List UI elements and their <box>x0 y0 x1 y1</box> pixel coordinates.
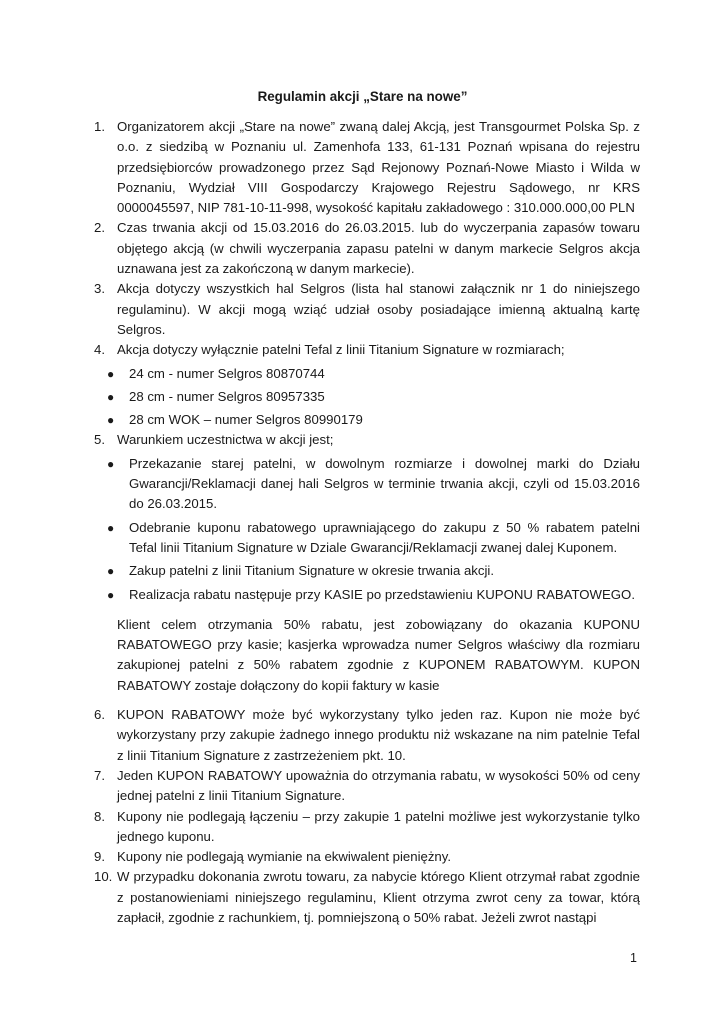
bullet-text: Przekazanie starej patelni, w dowolnym rozmiarze i dowolnej marki do Działu Gwarancji/Reklamacji danej hali Selgros w terminie trwania akcji, czyli od 15.03.2016 do 26.03.2015. <box>129 455 640 512</box>
item-number: 9. <box>94 849 105 865</box>
bullet-list-conditions <box>94 454 640 605</box>
bullet-text: 24 cm - numer Selgros 80870744 <box>129 365 325 381</box>
item-number: 8. <box>94 808 105 824</box>
item-text: Kupony nie podlegają wymianie na ekwiwalent pieniężny. <box>117 849 452 865</box>
list-item-8 <box>94 807 640 848</box>
list-item-5 <box>94 430 640 450</box>
bullet-text: 28 cm - numer Selgros 80957335 <box>129 388 325 404</box>
list-item-4 <box>94 340 640 360</box>
bullet-icon: ● <box>107 389 115 404</box>
bullet-item <box>94 454 640 515</box>
bullet-item <box>94 364 640 384</box>
item-number: 5. <box>94 432 105 448</box>
bullet-icon: ● <box>107 520 115 535</box>
list-item-9 <box>94 847 640 867</box>
item-number: 4. <box>94 342 105 358</box>
bullet-text: Zakup patelni z linii Titanium Signature w okresie trwania akcji. <box>129 563 495 579</box>
regulation-list <box>94 117 640 928</box>
item-text: Organizatorem akcji „Stare na nowe” zwaną dalej Akcją, jest Transgourmet Polska Sp. z o.o. z siedzibą w Poznaniu ul. Zamenhofa 133, 61-131 Poznań wpisana do rejestru przedsiębiorców prowadzonego przez Sąd Rejonowy Poznań-Nowe Miasto i Wilda w Poznaniu, Wydział VIII Gospodarczy Krajowego Rejestru Sądowego, nr KRS 0000045597, NIP 781-10-11-998, wysokość kapitału zakładowego : 310.000.000,00 PLN <box>117 119 640 216</box>
list-item-7 <box>94 766 640 807</box>
item-text: Akcja dotyczy wyłącznie patelni Tefal z linii Titanium Signature w rozmiarach; <box>117 342 565 358</box>
item-number: 3. <box>94 281 105 297</box>
bullet-item <box>94 561 640 581</box>
bullet-icon: ● <box>107 587 115 602</box>
bullet-icon: ● <box>107 456 115 471</box>
list-item-1 <box>94 117 640 218</box>
list-item-10 <box>94 867 640 928</box>
bullet-item <box>94 410 640 430</box>
list-item-3 <box>94 279 640 340</box>
item-text: Warunkiem uczestnictwa w akcji jest; <box>117 432 334 448</box>
item-number: 6. <box>94 707 105 723</box>
document-title: Regulamin akcji „Stare na nowe” <box>257 89 468 104</box>
bullet-item <box>94 387 640 407</box>
page-number: 1 <box>630 951 637 965</box>
bullet-text: 28 cm WOK – numer Selgros 80990179 <box>129 412 363 428</box>
bullet-icon: ● <box>107 564 115 579</box>
item-text: KUPON RABATOWY może być wykorzystany tylko jeden raz. Kupon nie może być wykorzystany przy zakupie żadnego innego produktu niż wskazane na nim patelnie Tefal z linii Titanium Signature z zastrzeżeniem pkt. 10. <box>117 707 640 763</box>
item-text: Kupony nie podlegają łączeniu – przy zakupie 1 patelni możliwe jest wykorzystanie tylko jednego kuponu. <box>117 808 640 844</box>
list-item-2 <box>94 218 640 279</box>
item-number: 7. <box>94 767 105 783</box>
item-text: Akcja dotyczy wszystkich hal Selgros (lista hal stanowi załącznik nr 1 do niniejszego regulaminu). W akcji mogą wziąć udział osoby posiadające imienną aktualną kartę Selgros. <box>117 281 640 337</box>
item-text: Czas trwania akcji od 15.03.2016 do 26.03.2015. lub do wyczerpania zapasów towaru objętego akcją (w chwili wyczerpania zapasu patelni w danym markecie Selgros akcja uznawana jest za zakończoną w danym markecie). <box>117 220 640 277</box>
bullet-text: Odebranie kuponu rabatowego uprawniającego do zakupu z 50 % rabatem patelni Tefal linii Titanium Signature w Dziale Gwarancji/Reklamacji zwanej dalej Kuponem. <box>129 519 640 555</box>
item-number: 2. <box>94 220 105 236</box>
bullet-item <box>94 518 640 559</box>
bullet-text: Realizacja rabatu następuje przy KASIE po przedstawieniu KUPONU RABATOWEGO. <box>129 586 635 602</box>
item-number: 10. <box>94 869 113 885</box>
bullet-item <box>94 585 640 605</box>
item-text: Jeden KUPON RABATOWY upoważnia do otrzymania rabatu, w wysokości 50% od ceny jednej patelni z linii Titanium Signature. <box>117 767 640 804</box>
item-number: 1. <box>94 119 105 134</box>
item-5-paragraph: Klient celem otrzymania 50% rabatu, jest zobowiązany do okazania KUPONU RABATOWEGO przy kasie; kasjerka wprowadza numer Selgros właściwy dla rozmiaru zakupionej patelni z 50% rabatem zgodnie z KUPONEM RABATOWYM. KUPON RABATOWY zostaje dołączony do kopii faktury w kasie <box>117 616 640 693</box>
list-item-6 <box>94 705 640 766</box>
item-text: W przypadku dokonania zwrotu towaru, za nabycie którego Klient otrzymał rabat zgodnie z postanowieniami niniejszego regulaminu, Klient otrzyma zwrot ceny za towar, którą zapłacił, zgodnie z rachunkiem, tj. pomniejszoną o 50% rabat. Jeżeli zwrot nastąpi <box>117 869 640 925</box>
bullet-icon: ● <box>107 413 115 428</box>
bullet-list-sizes <box>94 364 640 431</box>
bullet-icon: ● <box>107 366 115 381</box>
